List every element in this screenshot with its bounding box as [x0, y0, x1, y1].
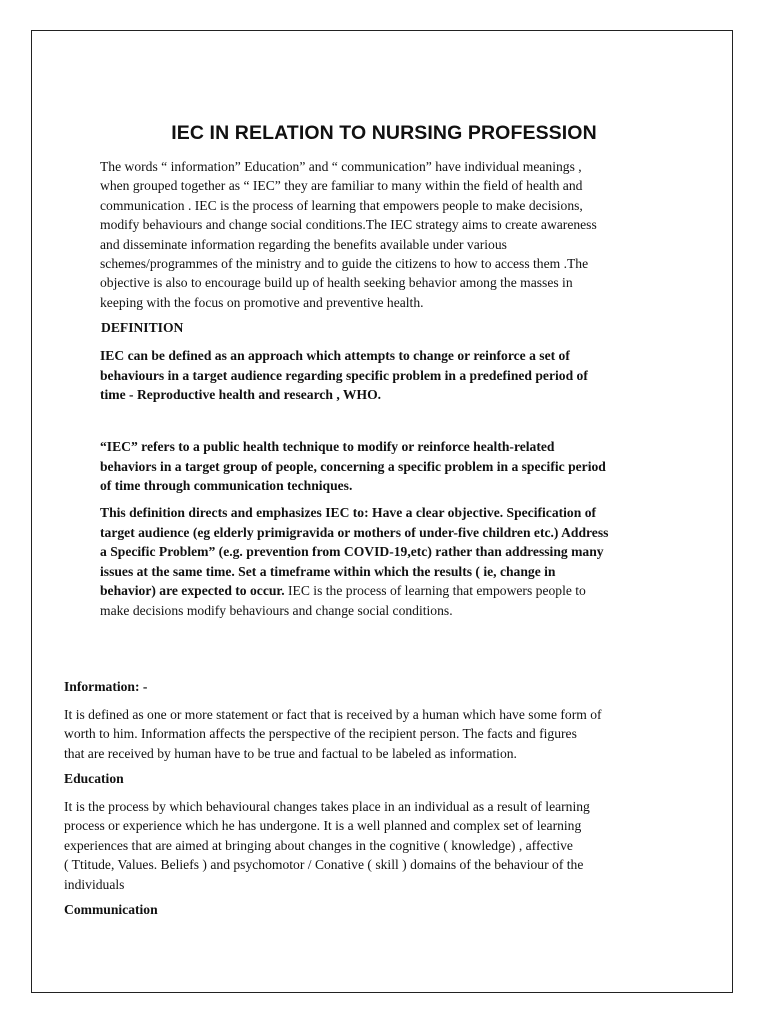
- definition-iec-paragraph: [100, 437, 606, 496]
- text-line: This definition directs and emphasizes IEC to: Have a clear objective. Specification of: [100, 505, 597, 520]
- text-line: that are received by human have to be true and factual to be labeled as information.: [64, 745, 517, 761]
- text-line: of time through communication techniques.: [100, 478, 353, 494]
- text-line: issues at the same time. Set a timeframe within which the results ( ie, change in: [100, 563, 556, 579]
- definition-who-paragraph: [100, 346, 588, 405]
- text-line: time - Reproductive health and research , WHO.: [100, 387, 382, 403]
- education-paragraph: [64, 797, 590, 894]
- text-line: individuals: [64, 876, 125, 892]
- bold-text-run: behavior) are expected to occur.: [100, 583, 285, 599]
- information-heading: Information: -: [64, 679, 148, 694]
- text-line: “IEC” refers to a public health technique to modify or reinforce health-related: [100, 439, 555, 454]
- intro-paragraph: [100, 157, 597, 312]
- text-line: schemes/programmes of the ministry and to guide the citizens to how to access them .The: [100, 256, 589, 272]
- text-line: make decisions modify behaviours and change social conditions.: [100, 602, 453, 618]
- text-line: The words “ information” Education” and “ communication” have individual meanings ,: [100, 159, 582, 174]
- text-line: behaviours in a target audience regarding specific problem in a predefined period of: [100, 367, 588, 383]
- information-paragraph: [64, 705, 602, 763]
- text-line: modify behaviours and change social conditions.The IEC strategy aims to create awareness: [100, 217, 597, 233]
- text-line: objective is also to encourage build up of health seeking behavior among the masses in: [100, 275, 573, 291]
- text-line: worth to him. Information affects the perspective of the recipient person. The facts and figures: [64, 726, 577, 742]
- normal-text-run: IEC is the process of learning that empowers people to: [284, 583, 586, 599]
- text-line: keeping with the focus on promotive and preventive health.: [100, 294, 424, 310]
- text-line: process or experience which he has undergone. It is a well planned and complex set of learning: [64, 818, 582, 834]
- definition-emphasis-paragraph: [100, 503, 608, 621]
- text-line: and disseminate information regarding the benefits available under various: [100, 236, 507, 252]
- education-heading: Education: [64, 771, 124, 786]
- text-line: target audience (eg elderly primigravida or mothers of under-five children etc.) Address: [100, 524, 609, 540]
- document-title: IEC IN RELATION TO NURSING PROFESSION: [171, 122, 597, 144]
- definition-heading: DEFINITION: [101, 320, 184, 335]
- text-line-mixed: [100, 581, 608, 601]
- text-line: when grouped together as “ IEC” they are familiar to many within the field of health and: [100, 178, 583, 194]
- text-line: ( Ttitude, Values. Beliefs ) and psychomotor / Conative ( skill ) domains of the behaviour of the: [64, 857, 584, 873]
- text-line: experiences that are aimed at bringing about changes in the cognitive ( knowledge) , affective: [64, 837, 573, 853]
- text-line: It is defined as one or more statement or fact that is received by a human which have some form of: [64, 707, 602, 722]
- text-line: behaviors in a target group of people, concerning a specific problem in a specific period: [100, 458, 606, 474]
- text-line: IEC can be defined as an approach which attempts to change or reinforce a set of: [100, 348, 570, 363]
- text-line: a Specific Problem” (e.g. prevention from COVID-19,etc) rather than addressing many: [100, 544, 604, 560]
- text-line: It is the process by which behavioural changes takes place in an individual as a result of learning: [64, 799, 590, 814]
- text-line: communication . IEC is the process of learning that empowers people to make decisions,: [100, 197, 583, 213]
- communication-heading: Communication: [64, 902, 158, 917]
